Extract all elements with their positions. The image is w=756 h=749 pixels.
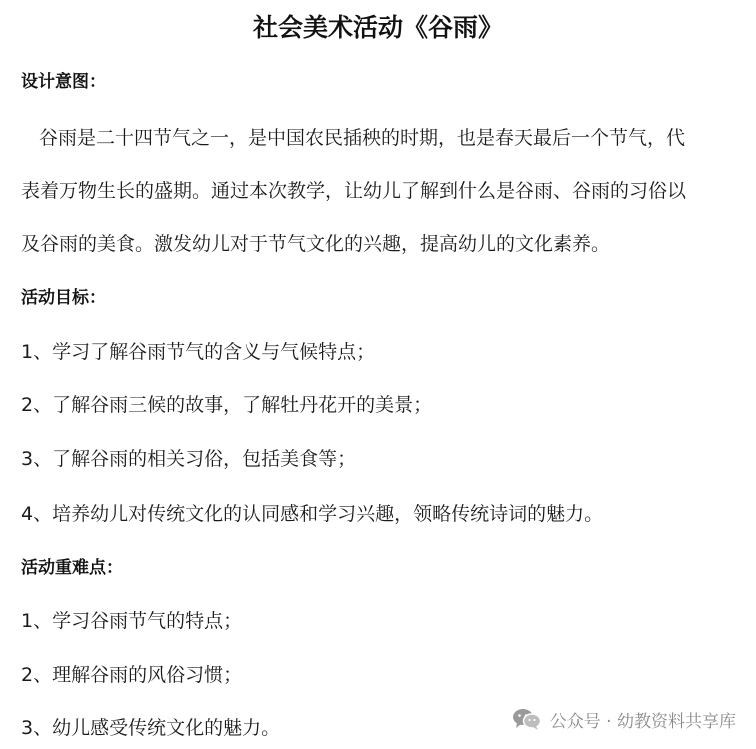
key-point-item-1: 1、学习谷雨节气的特点； <box>21 610 243 632</box>
goal-item-1: 1、学习了解谷雨节气的含义与气候特点； <box>21 341 376 363</box>
goal-item-3: 3、了解谷雨的相关习俗，包括美食等； <box>21 448 357 470</box>
wechat-icon <box>512 707 542 731</box>
document-title: 社会美术活动《谷雨》 <box>252 13 503 42</box>
design-paragraph-line-3: 及谷雨的美食。激发幼儿对于节气文化的兴趣，提高幼儿的文化素养。 <box>21 233 611 255</box>
key-point-item-2: 2、理解谷雨的风俗习惯； <box>21 664 243 686</box>
design-paragraph-line-1: 谷雨是二十四节气之一，是中国农民插秧的时期，也是春天最后一个节气，代 <box>39 127 686 149</box>
section-heading-design: 设计意图： <box>21 72 106 92</box>
section-heading-key-points: 活动重难点： <box>21 558 123 578</box>
goal-item-2: 2、了解谷雨三候的故事，了解牡丹花开的美景； <box>21 394 433 416</box>
key-point-item-3: 3、幼儿感受传统文化的魅力。 <box>21 717 281 739</box>
watermark-text: 公众号 · 幼教资料共享库 <box>549 711 736 732</box>
goal-item-4: 4、培养幼儿对传统文化的认同感和学习兴趣，领略传统诗词的魅力。 <box>21 503 604 525</box>
design-paragraph-line-2: 表着万物生长的盛期。通过本次教学，让幼儿了解到什么是谷雨、谷雨的习俗以 <box>21 180 687 202</box>
section-heading-goals: 活动目标： <box>21 288 106 308</box>
watermark <box>512 706 736 732</box>
